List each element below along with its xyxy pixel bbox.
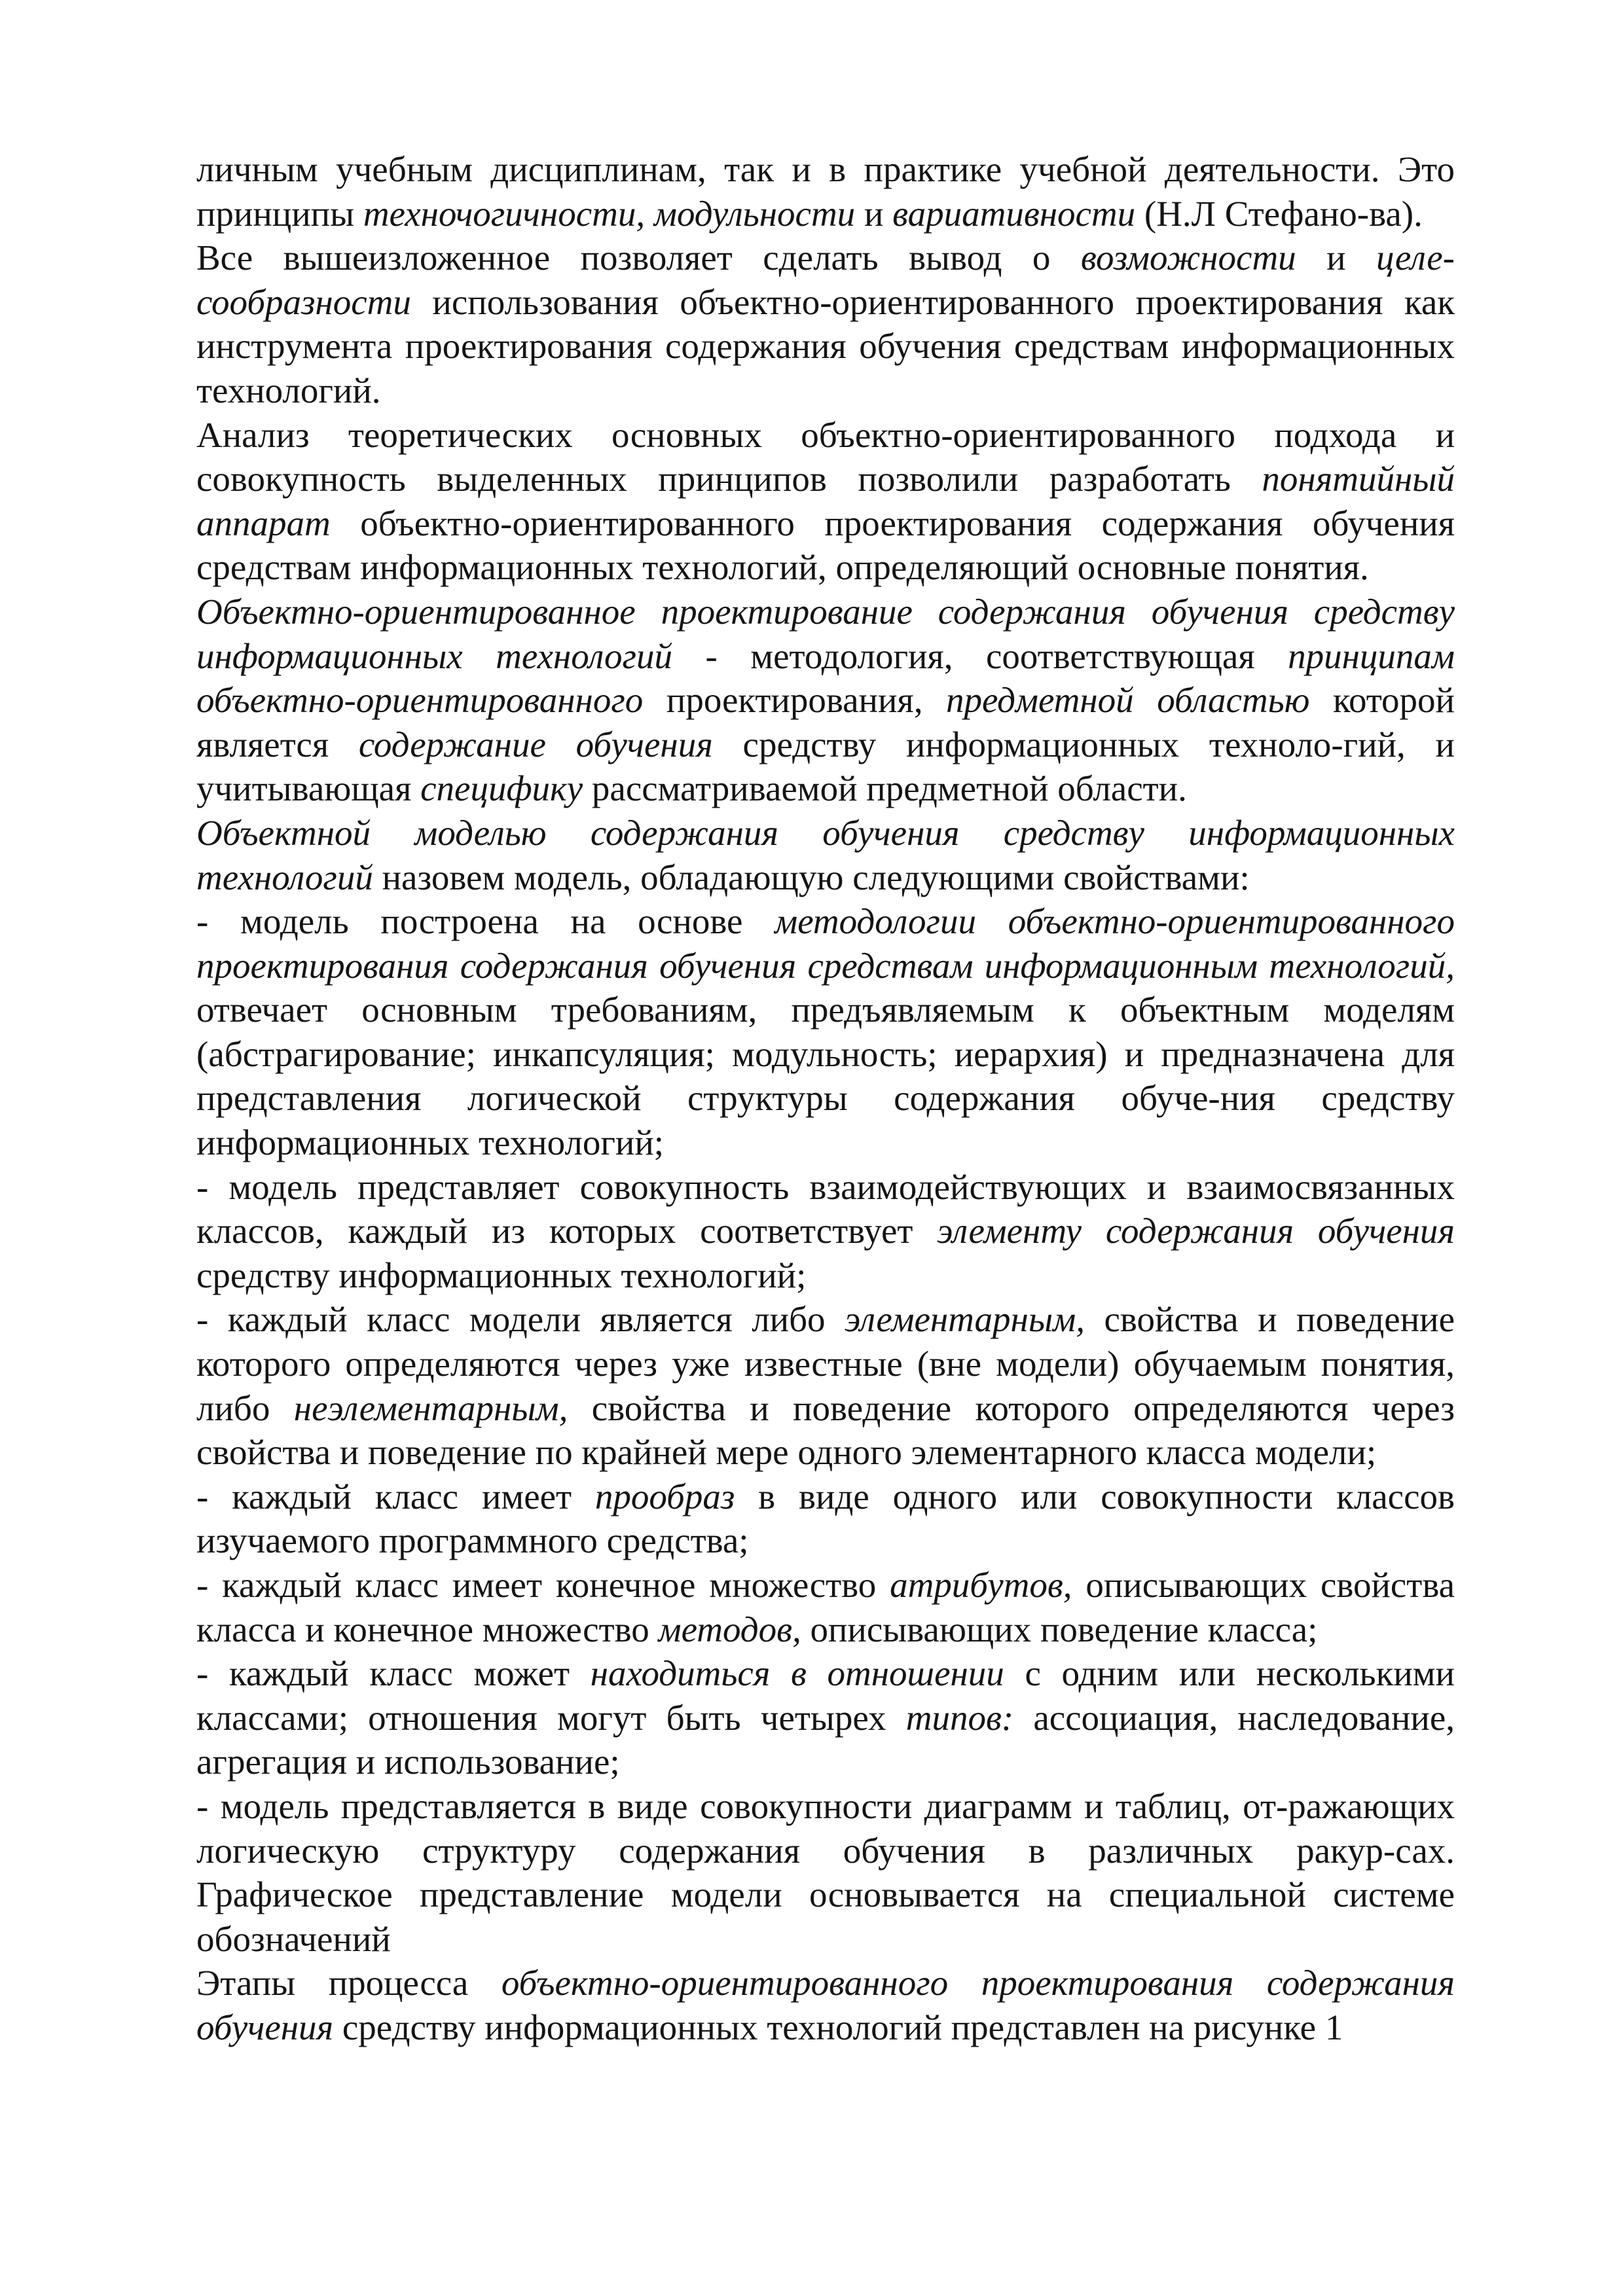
- paragraph-7: [196, 1165, 1455, 1298]
- paragraph-3: [196, 413, 1455, 590]
- text-segment-italic: находиться в отношении: [590, 1653, 1004, 1694]
- text-segment: назовем модель, обладающую следующими свойствами:: [373, 857, 1250, 897]
- paragraph-8: [196, 1297, 1455, 1474]
- text-segment: - модель построена на основе: [196, 901, 775, 942]
- paragraph-2: [196, 236, 1455, 412]
- text-segment: личным учебным дисциплинам, так и в практике учебной деятельности. Это принципы: [196, 149, 1455, 234]
- paragraph-13: [196, 1961, 1455, 2049]
- text-segment: описывающих свойства класса и конечное множество: [196, 1565, 1455, 1649]
- text-segment-italic: методов,: [658, 1609, 801, 1649]
- paragraph-4: [196, 590, 1455, 811]
- text-segment-italic: вариативности: [892, 193, 1136, 234]
- text-segment: проектирования,: [643, 680, 947, 721]
- text-segment: в виде одного или совокупности классов изучаемого программного средства;: [196, 1476, 1455, 1561]
- text-segment: использования объектно-ориентированного проектирования как инструмента проектирования содержания обучения средствам информационных технологий.: [196, 281, 1455, 410]
- paragraph-10: [196, 1563, 1455, 1651]
- text-segment: средству информационных технологий;: [196, 1255, 807, 1295]
- text-segment-italic: атрибутов,: [890, 1565, 1072, 1605]
- text-segment-italic: неэлементарным,: [293, 1388, 568, 1428]
- text-segment-italic: методологии объектно-ориентированного проектирования содержания обучения средствам информационным технологий,: [196, 901, 1455, 986]
- text-segment-italic: возможности: [1080, 238, 1296, 278]
- text-segment: Этапы процесса: [196, 1963, 501, 2003]
- paragraph-6: [196, 899, 1455, 1165]
- text-segment: - каждый класс модели является либо: [196, 1299, 845, 1340]
- text-segment: Анализ теоретических основных объектно-ориентированного подхода и совокупность выделенных принципов позволили разработать: [196, 414, 1455, 499]
- text-segment-italic: содержание обучения: [358, 724, 713, 764]
- text-segment: ассоциация, наследование, агрегация и использование;: [196, 1697, 1455, 1782]
- text-segment: свойства и поведение которого определяются через уже известные (вне модели) обучаемым понятия, либо: [196, 1299, 1455, 1428]
- text-segment: отвечает основным требованиям, предъявляемым к объектным моделям (абстрагирование; инкапсуляция; модульность; иерархия) и предназначена для представления логической структуры содержания обуче-ния средству информационных технологий;: [196, 990, 1455, 1163]
- text-segment: с одним или несколькими классами; отношения могут быть четырех: [196, 1653, 1455, 1738]
- text-segment: Все вышеизложенное позволяет сделать вывод о: [196, 238, 1081, 278]
- text-segment-italic: понятийный аппарат: [196, 459, 1455, 543]
- paragraph-9: [196, 1475, 1455, 1563]
- paragraph-12: [196, 1784, 1455, 1961]
- text-segment-italic: техночогичности, модульности: [363, 193, 856, 234]
- text-segment-italic: специфику: [420, 768, 583, 809]
- text-segment: - модель представляет совокупность взаимодействующих и взаимосвязанных классов, каждый из которых соответствует: [196, 1166, 1455, 1251]
- text-segment: объектно-ориентированного проектирования содержания обучения средствам информационных технологий, определяющий основные понятия.: [196, 503, 1455, 588]
- text-segment: - модель представляется в виде совокупности диаграмм и таблиц, от-ражающих логическую структуру содержания обучения в различных ракур-сах. Графическое представление модели основывается на специальной системе обозначений: [196, 1785, 1455, 1959]
- text-segment: и: [855, 193, 893, 234]
- text-segment: - каждый класс имеет конечное множество: [196, 1565, 890, 1605]
- text-segment-italic: объектно-ориентированного проектирования содержания обучения: [196, 1963, 1455, 2047]
- paragraph-11: [196, 1651, 1455, 1784]
- text-segment-italic: элементу содержания обучения: [937, 1211, 1455, 1251]
- text-segment: - методология, соответствующая: [672, 636, 1288, 676]
- text-segment-italic: Объектно-ориентированное проектирование содержания обучения средству информационных технологий: [196, 591, 1455, 676]
- text-segment: средству информационных технологий представлен на рисунке 1: [333, 2007, 1343, 2047]
- text-segment: которой является: [196, 680, 1455, 764]
- text-segment-italic: типов:: [905, 1697, 1014, 1738]
- text-segment: - каждый класс имеет: [196, 1476, 595, 1516]
- text-segment: свойства и поведение которого определяются через свойства и поведение по крайней мере одного элементарного класса модели;: [196, 1388, 1455, 1473]
- text-segment: рассматриваемой предметной области.: [583, 768, 1187, 809]
- document-page: [196, 147, 1455, 2050]
- text-segment-italic: элементарным,: [845, 1299, 1085, 1340]
- text-segment-italic: прообраз: [594, 1476, 735, 1516]
- text-segment-italic: целе-сообразности: [196, 238, 1455, 322]
- text-segment: - каждый класс может: [196, 1653, 591, 1694]
- paragraph-5: [196, 811, 1455, 899]
- text-segment: (Н.Л Стефано-ва).: [1135, 193, 1423, 234]
- text-segment-italic: принципам объектно-ориентированного: [196, 636, 1455, 721]
- text-segment-italic: предметной областью: [946, 680, 1310, 721]
- text-segment: и: [1296, 238, 1376, 278]
- text-segment: описывающих поведение класса;: [801, 1609, 1318, 1649]
- text-segment: средству информационных техноло-гий, и учитывающая: [196, 724, 1455, 809]
- text-segment-italic: Объектной моделью содержания обучения средству информационных технологий: [196, 812, 1455, 897]
- paragraph-1: [196, 147, 1455, 236]
